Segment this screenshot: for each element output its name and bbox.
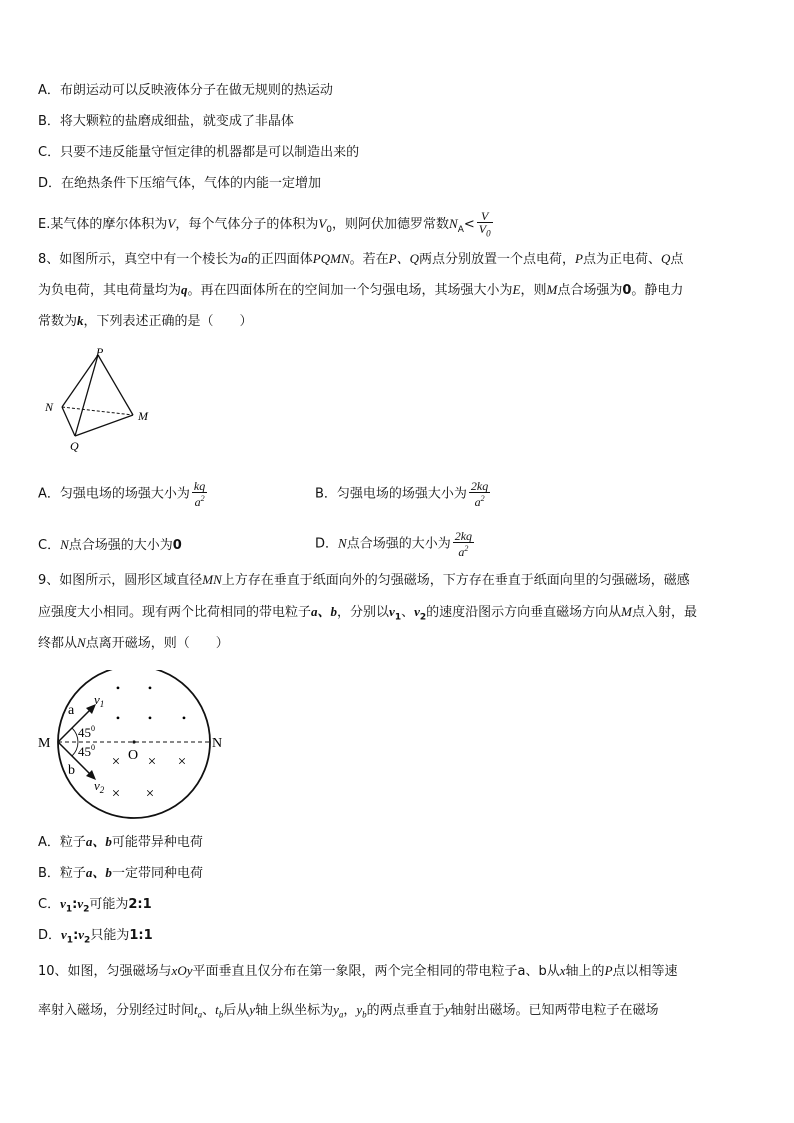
q8-b-den-sup: 2 bbox=[480, 494, 485, 503]
q9-v1-sub: 1 bbox=[394, 612, 402, 623]
q9-d-ratio: 1:1 bbox=[129, 928, 153, 943]
q10-text: 平面垂直且仅分布在第一象限，两个完全相同的带电粒子 bbox=[192, 964, 518, 979]
field-dot: • bbox=[115, 711, 121, 725]
q9-d-text: D． bbox=[38, 928, 62, 943]
q7-e-v0: V bbox=[318, 216, 327, 232]
q8-c-text: C． bbox=[38, 538, 61, 553]
label-v1 bbox=[94, 692, 104, 709]
q9-d-text2: 只能为 bbox=[90, 928, 130, 943]
q8-text: 。若在 bbox=[349, 252, 389, 267]
q10-xoy: xOy bbox=[171, 963, 193, 978]
q8-k: k bbox=[77, 313, 84, 328]
q10-ya-sub: a bbox=[338, 1009, 344, 1020]
q9-v2: v bbox=[414, 604, 420, 619]
q8-a-den bbox=[192, 492, 207, 508]
q10-text: 的两点垂直于 bbox=[366, 1003, 445, 1018]
q7-e-frac-den-sub: 0 bbox=[486, 228, 491, 239]
q9-c-s2: 2 bbox=[83, 904, 90, 915]
q8-a-den-sup: 2 bbox=[200, 494, 205, 503]
q9-option-c bbox=[38, 895, 152, 919]
q9-c-colon: : bbox=[72, 897, 78, 912]
q8-tetra-name: PQMN bbox=[312, 251, 350, 266]
label-p: P bbox=[96, 345, 104, 359]
q8-a-den-a: a bbox=[194, 495, 201, 509]
q8-a-text: A．匀强电场的场强大小为 bbox=[38, 486, 190, 502]
q7-option-e bbox=[38, 210, 495, 239]
q9-m: M bbox=[621, 604, 633, 619]
q9-text: 点入射，最 bbox=[632, 605, 698, 620]
label-o: O bbox=[128, 748, 139, 763]
q9-option-b bbox=[38, 864, 203, 883]
q10-y: y bbox=[249, 1002, 256, 1017]
q8-b-frac bbox=[469, 480, 490, 508]
q10-text: 后从 bbox=[223, 1003, 250, 1018]
q10-text: 轴上的 bbox=[565, 964, 605, 979]
q9-text: 9、如图所示，圆形区域直径 bbox=[38, 573, 203, 588]
q8-text: 点 bbox=[670, 252, 684, 267]
q8-stem-line3 bbox=[38, 312, 253, 331]
q10-ta: a bbox=[197, 1009, 203, 1020]
q7-option-c: C．只要不违反能量守恒定律的机器都是可以制造出来的 bbox=[38, 145, 360, 160]
label-n: N bbox=[45, 400, 54, 414]
field-cross: × bbox=[111, 754, 121, 770]
q10-text: 10、如图，匀强磁场与 bbox=[38, 964, 172, 979]
q8-text: 。静电力 bbox=[631, 283, 684, 298]
q10-x: x bbox=[559, 963, 566, 978]
q9-option-a bbox=[38, 833, 203, 852]
q9-n: N bbox=[77, 635, 86, 650]
q10-text: 从 bbox=[546, 964, 560, 979]
q8-d-den-sup: 2 bbox=[464, 544, 469, 553]
q9-c-ratio: 2:1 bbox=[128, 897, 152, 912]
q9-a-text2: 可能带异种电荷 bbox=[111, 835, 203, 850]
q10-t: t bbox=[194, 1002, 198, 1017]
angle-label-bottom bbox=[78, 743, 95, 759]
q10-ya: y bbox=[333, 1002, 339, 1017]
q9-mn: MN bbox=[202, 572, 222, 587]
q8-d-num: 2kq bbox=[454, 529, 473, 543]
q9-text: 点离开磁场，则（ ） bbox=[85, 636, 229, 651]
q10-comma: ， bbox=[343, 1003, 357, 1018]
q8-p: P bbox=[575, 251, 583, 266]
q9-text: 上方存在垂直于纸面向外的匀强磁场，下方存在垂直于纸面向里的匀强磁场，磁感 bbox=[221, 573, 690, 588]
q9-c-text: C． bbox=[38, 897, 61, 912]
q9-ab: a、b bbox=[311, 604, 338, 619]
q7-e-fraction bbox=[477, 210, 493, 239]
field-dot: • bbox=[147, 711, 153, 725]
field-cross: × bbox=[145, 786, 155, 802]
q8-text: 点合场强为 bbox=[557, 283, 623, 298]
q9-d-s2: 2 bbox=[84, 935, 91, 946]
q8-text: 。再在四面体所在的空间加一个匀强电场，其场强大小为 bbox=[187, 283, 513, 298]
q8-c-val: 0 bbox=[172, 538, 182, 553]
q7-e-lt: < bbox=[463, 217, 475, 233]
q9-text: 应强度大小相同。现有两个比荷相同的带电粒子 bbox=[38, 605, 312, 620]
q7-e-text3: ，则阿伏加德罗常数 bbox=[332, 217, 450, 233]
q9-d-s1: 1 bbox=[66, 935, 74, 946]
q10-yb: y bbox=[356, 1002, 363, 1017]
q8-d-frac bbox=[453, 530, 474, 558]
q7-option-d: D．在绝热条件下压缩气体，气体的内能一定增加 bbox=[38, 176, 322, 191]
label-v1-v: v bbox=[94, 692, 100, 707]
q9-d-v2: v bbox=[78, 927, 85, 942]
q8-var-a: a bbox=[241, 251, 248, 266]
q9-c-v2: v bbox=[77, 896, 84, 911]
q8-option-d bbox=[315, 530, 476, 558]
q8-d-den-a: a bbox=[458, 545, 465, 559]
q8-d-n: N bbox=[338, 535, 347, 551]
q10-text: 率射入磁场，分别经过时间 bbox=[38, 1003, 195, 1018]
q8-text: 的正四面体 bbox=[247, 252, 313, 267]
field-dot: • bbox=[181, 711, 187, 725]
angle-label-top bbox=[78, 724, 95, 740]
q10-tb: b bbox=[218, 1009, 224, 1020]
label-n: N bbox=[212, 736, 223, 751]
q8-b-num: 2kq bbox=[470, 479, 489, 493]
field-out-dots bbox=[116, 681, 186, 725]
q9-option-d bbox=[38, 926, 153, 950]
q7-e-v: V bbox=[167, 216, 176, 232]
tetrahedron-figure bbox=[40, 343, 170, 455]
q10-b: b bbox=[538, 964, 547, 979]
q10-yb-sub: b bbox=[362, 1009, 367, 1020]
q9-stem-line2 bbox=[38, 603, 697, 627]
q8-text: 8、如图所示，真空中有一个棱长为 bbox=[38, 252, 242, 267]
q8-q: Q bbox=[660, 251, 671, 266]
field-dot: • bbox=[115, 681, 121, 695]
q8-a-num: kq bbox=[193, 479, 206, 493]
q10-sep: 、 bbox=[202, 1003, 216, 1018]
q8-c-text2: 点合场强的大小为 bbox=[68, 538, 173, 553]
q8-m: M bbox=[546, 282, 558, 297]
q9-sep: 、 bbox=[401, 605, 415, 620]
q7-option-a: A．布朗运动可以反映液体分子在做无规则的热运动 bbox=[38, 83, 333, 98]
label-v2-v: v bbox=[94, 778, 100, 793]
q9-text: 终都从 bbox=[38, 636, 78, 651]
q9-c-s1: 1 bbox=[65, 904, 73, 915]
q9-b-text2: 一定带同种电荷 bbox=[111, 866, 203, 881]
q8-a-frac bbox=[192, 480, 207, 508]
angle-bottom-deg: 0 bbox=[91, 743, 95, 752]
q8-text: 点为正电荷、 bbox=[582, 252, 661, 267]
q8-option-c bbox=[38, 536, 182, 555]
q8-pq: P、Q bbox=[388, 251, 419, 266]
q8-text: ，则 bbox=[520, 283, 547, 298]
angle-top-val: 45 bbox=[78, 725, 91, 740]
q9-v2-sub: 2 bbox=[419, 612, 427, 623]
q8-option-a bbox=[38, 480, 209, 508]
q7-option-b: B．将大颗粒的盐磨成细盐，就变成了非晶体 bbox=[38, 114, 294, 129]
q10-text: 轴上纵坐标为 bbox=[255, 1003, 334, 1018]
q8-text: 为负电荷，其电荷量均为 bbox=[38, 283, 182, 298]
q10-stem-line1 bbox=[38, 962, 678, 981]
q9-d-colon: : bbox=[73, 928, 79, 943]
q9-b-text: B．粒子 bbox=[38, 866, 86, 881]
q9-stem-line3 bbox=[38, 634, 229, 653]
q8-field-e: E bbox=[512, 282, 521, 297]
magnetic-field-figure bbox=[36, 670, 236, 822]
q10-text: 点以相等速 bbox=[612, 964, 678, 979]
q9-stem-line1 bbox=[38, 571, 690, 590]
q10-p: P bbox=[604, 963, 613, 978]
q9-a-ab: a、b bbox=[85, 834, 112, 849]
label-b: b bbox=[68, 763, 75, 778]
field-cross: × bbox=[147, 754, 157, 770]
q10-text: 轴射出磁场。已知两带电粒子在磁场 bbox=[450, 1003, 659, 1018]
q8-b-den bbox=[469, 492, 490, 508]
label-a: a bbox=[68, 703, 75, 718]
q9-v1: v bbox=[389, 604, 395, 619]
q9-d-v1: v bbox=[61, 927, 67, 942]
q7-e-v0-sub: 0 bbox=[326, 224, 333, 235]
q8-zero: 0 bbox=[622, 283, 632, 298]
field-in-crosses bbox=[112, 754, 186, 802]
label-m: M bbox=[38, 736, 51, 751]
q7-e-na-sub: A bbox=[457, 224, 464, 235]
q9-b-ab: a、b bbox=[85, 865, 112, 880]
q8-text: ，下列表述正确的是（ ） bbox=[83, 314, 253, 329]
q8-option-b bbox=[315, 480, 492, 508]
label-v2 bbox=[94, 778, 105, 795]
angle-top-deg: 0 bbox=[91, 724, 95, 733]
angle-bottom-val: 45 bbox=[78, 744, 91, 759]
q10-a: a bbox=[517, 964, 526, 979]
q8-stem-line2 bbox=[38, 281, 683, 300]
field-dot: • bbox=[147, 681, 153, 695]
q8-text: 常数为 bbox=[38, 314, 78, 329]
q9-c-v1: v bbox=[60, 896, 66, 911]
q10-y2: y bbox=[444, 1002, 451, 1017]
label-m: M bbox=[138, 409, 148, 423]
q7-e-text1: E.某气体的摩尔体积为 bbox=[38, 217, 168, 233]
q9-a-text: A．粒子 bbox=[38, 835, 86, 850]
q8-stem-line1 bbox=[38, 250, 683, 269]
field-cross: × bbox=[177, 754, 187, 770]
q10-stem-line2 bbox=[38, 1001, 658, 1024]
q7-e-frac-den bbox=[477, 222, 493, 239]
q7-e-na: N bbox=[449, 216, 458, 232]
q7-e-frac-num: V bbox=[481, 209, 489, 223]
q8-text: 两点分别放置一个点电荷， bbox=[419, 252, 576, 267]
q8-b-text: B．匀强电场的场强大小为 bbox=[315, 486, 467, 502]
q9-text: ，分别以 bbox=[337, 605, 390, 620]
q9-c-text2: 可能为 bbox=[89, 897, 129, 912]
label-q: Q bbox=[70, 439, 79, 453]
label-v2-sub: 2 bbox=[99, 785, 105, 795]
q8-charge-q: q bbox=[181, 282, 188, 297]
q10-sep: 、 bbox=[525, 964, 539, 979]
q8-c-n: N bbox=[60, 537, 69, 552]
q8-b-den-a: a bbox=[474, 495, 481, 509]
q7-e-frac-den-v: V bbox=[478, 222, 487, 236]
q8-d-text: D． bbox=[315, 536, 339, 552]
label-v1-sub: 1 bbox=[99, 699, 105, 709]
q8-d-text2: 点合场强的大小为 bbox=[346, 536, 451, 552]
field-cross: × bbox=[111, 786, 121, 802]
q9-text: 的速度沿图示方向垂直磁场方向从 bbox=[426, 605, 622, 620]
q7-e-text2: ，每个气体分子的体积为 bbox=[175, 217, 319, 233]
q8-d-den bbox=[453, 542, 474, 558]
q10-t2: t bbox=[215, 1002, 219, 1017]
